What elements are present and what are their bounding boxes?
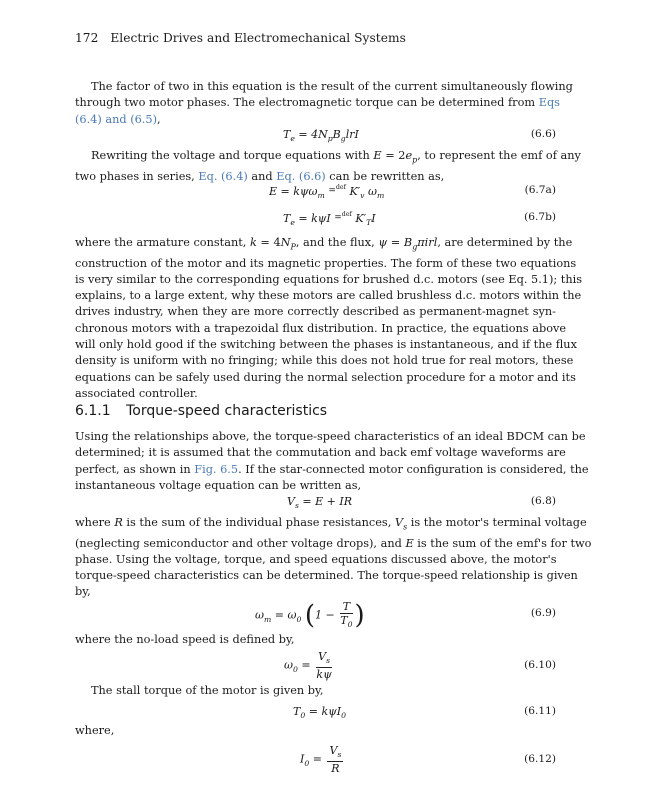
paragraph-factor-of-two: The factor of two in this equation is the result of the current simultaneously flowing through two motor phases. The electromagnetic torque can be determined from Eqs (6.4) and (6.5), [75,80,573,126]
equation-6-6: $T_e = 4N_pB_glrI$ (6.6) [283,128,556,144]
link-eq-6-4[interactable]: Eq. (6.4) [198,169,248,183]
page-number: 172 [75,31,99,45]
section-heading [75,403,327,419]
paragraph-using-relationships: Using the relationships above, the torque-speed characteristics of an ideal BDCM can be determined; it is assumed that the commutation and back emf voltage waveforms are perfect, as shown in Fig. 6.5. If the star-connected motor configuration is considered, the instantaneous voltage equation can be written as, [75,430,589,492]
paragraph-armature-constant: where the armature constant, $k = 4N_P$, and the flux, $\psi = B_g\pi irl$, are determined by the construction of the motor and its magnetic properties. The form of these two equations is very similar to the corresponding equations for brushed d.c. motors (see Eq. 5.1); this explains, to a large extent, why these motors are called brushless d.c. motors within the drives industry, when they are more correctly described as permanent-magnet syn- chronous motors with a trapezoidal flux distribution. In practice, the equations above will only hold good if the switching between the phases is instantaneous, and if the flux density is uniform with no fringing; while this does not hold true for real motors, these equations can be safely used during the normal selection procedure for a motor and its associated controller. [75,236,583,400]
equation-6-9: $\omega_m = \omega_0$ (1 − $\frac{T}{T_0}$ ) (6.9) [255,600,556,631]
link-eq-6-6[interactable]: Eq. (6.6) [276,169,326,183]
paragraph-stall-torque: The stall torque of the motor is given by, [91,684,324,697]
section-title: Torque-speed characteristics [126,403,328,419]
link-eqs-6-4-6-5-cont[interactable]: (6.4) and (6.5) [75,112,157,126]
running-title: Electric Drives and Electromechanical Systems [110,31,406,45]
link-eqs-6-4-6-5[interactable]: Eqs [538,96,560,110]
section-number: 6.1.1 [75,403,111,419]
equation-6-7b: $T_e = k\psi I =^{def}$ $K'_TI$ (6.7b) [283,211,556,228]
paragraph-no-load-speed: where the no-load speed is defined by, [75,633,295,646]
paragraph-where-r: where R is the sum of the individual phase resistances, $V_s$ is the motor's terminal voltage (neglecting semiconductor and other voltage drops), and E is the sum of the emf's for two phase. Using the voltage, torque, and speed equations discussed above, the motor's torque-speed characteristics can be determined. The torque-speed relationship is given by, [75,516,592,599]
link-fig-6-5[interactable]: Fig. 6.5 [194,462,239,476]
equation-6-10: $\omega_0$ = $\frac{V_s}{k\psi}$ (6.10) [284,650,556,682]
equation-6-12: $I_0$ = $\frac{V_s}{R}$ (6.12) [300,744,556,776]
running-header [75,31,406,45]
paragraph-where: where, [75,724,115,737]
equation-6-7a: E = kψω$_m$ =$^{def}$ $K'_v$ $\omega_m$ (6.7a) [269,184,556,201]
equation-6-11: $T_0 = k\psi I_0$ (6.11) [293,705,556,721]
paragraph-rewriting: Rewriting the voltage and torque equations with $E = 2e_p$, to represent the emf of any two phases in series, Eq. (6.4) and Eq. (6.6) can be rewritten as, [75,149,581,183]
equation-6-8: $V_s = E$ + IR (6.8) [287,495,556,511]
